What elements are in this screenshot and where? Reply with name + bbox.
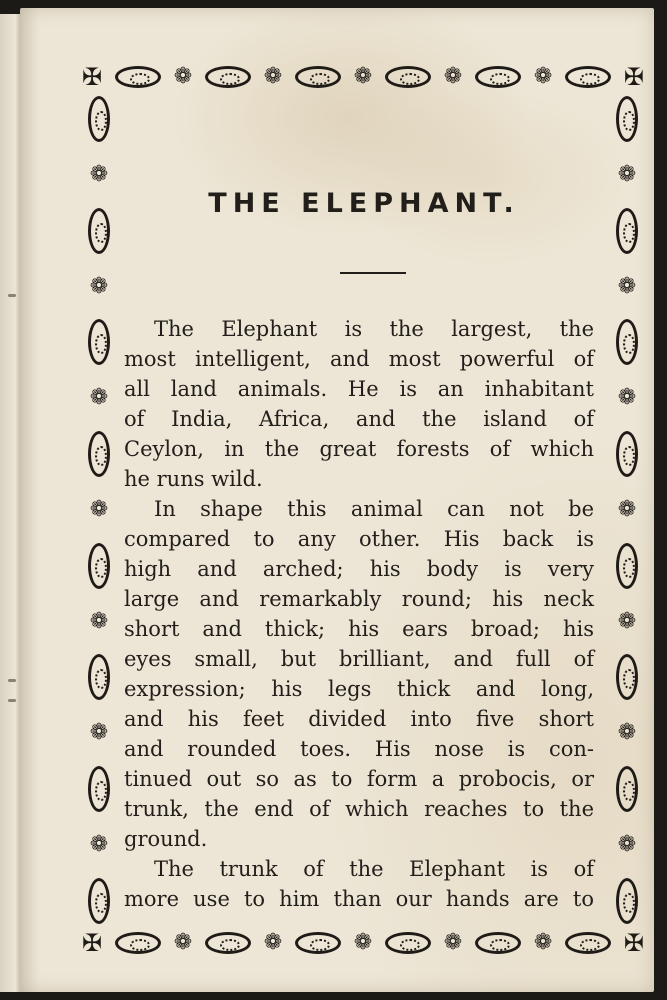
text-line: and his feet divided into five short — [124, 707, 594, 731]
text-line: The Elephant is the largest, the — [154, 317, 594, 341]
rosette-ornament-icon: ❁ — [89, 385, 109, 411]
text-line: large and remarkably round; his neck — [124, 587, 594, 611]
oval-ornament-icon — [616, 766, 638, 812]
border-top — [82, 60, 644, 94]
rosette-ornament-icon: ❁ — [533, 930, 553, 955]
rosette-ornament-icon: ❁ — [617, 720, 637, 746]
text-line: and rounded toes. His nose is con- — [124, 737, 594, 761]
corner-ornament-icon: ✠ — [623, 929, 644, 957]
oval-ornament-icon — [616, 96, 638, 142]
oval-ornament-icon — [616, 878, 638, 924]
corner-ornament-icon: ✠ — [82, 929, 103, 957]
oval-ornament-icon — [88, 878, 110, 924]
title-rule — [340, 272, 406, 274]
left-page-edge — [0, 14, 22, 992]
text-line: expression; his legs thick and long, — [124, 677, 594, 701]
rosette-ornament-icon: ❁ — [617, 161, 637, 187]
oval-ornament-icon — [88, 208, 110, 254]
oval-ornament-icon — [475, 66, 521, 88]
text-line: eyes small, but brilliant, and full of — [124, 647, 594, 671]
rosette-ornament-icon: ❁ — [353, 930, 373, 955]
stitch-mark — [8, 699, 16, 702]
body-text — [124, 314, 594, 914]
oval-ornament-icon — [616, 543, 638, 589]
rosette-ornament-icon: ❁ — [89, 496, 109, 522]
stitch-mark — [8, 679, 16, 682]
chapter-title: THE ELEPHANT. — [208, 188, 520, 219]
rosette-ornament-icon: ❁ — [263, 930, 283, 955]
oval-ornament-icon — [115, 66, 161, 88]
oval-ornament-icon — [616, 208, 638, 254]
oval-ornament-icon — [88, 319, 110, 365]
oval-ornament-icon — [385, 66, 431, 88]
oval-ornament-icon — [115, 932, 161, 954]
border-right — [610, 96, 644, 924]
stitch-mark — [8, 294, 16, 297]
oval-ornament-icon — [88, 654, 110, 700]
oval-ornament-icon — [205, 932, 251, 954]
corner-ornament-icon: ✠ — [623, 63, 644, 91]
text-line: high and arched; his body is very — [124, 557, 594, 581]
text-line: more use to him than our hands are to — [124, 887, 594, 911]
text-line: trunk, the end of which reaches to the — [124, 797, 594, 821]
book-page — [20, 8, 654, 992]
oval-ornament-icon — [565, 66, 611, 88]
rosette-ornament-icon: ❁ — [263, 64, 283, 89]
oval-ornament-icon — [616, 319, 638, 365]
text-line: all land animals. He is an inhabitant — [124, 377, 594, 401]
oval-ornament-icon — [295, 66, 341, 88]
text-line: In shape this animal can not be — [154, 497, 594, 521]
text-line: short and thick; his ears broad; his — [124, 617, 594, 641]
rosette-ornament-icon: ❁ — [617, 273, 637, 299]
text-line: tinued out so as to form a probocis, or — [124, 767, 594, 791]
rosette-ornament-icon: ❁ — [443, 64, 463, 89]
rosette-ornament-icon: ❁ — [443, 930, 463, 955]
rosette-ornament-icon: ❁ — [173, 930, 193, 955]
oval-ornament-icon — [88, 766, 110, 812]
oval-ornament-icon — [616, 654, 638, 700]
oval-ornament-icon — [88, 543, 110, 589]
rosette-ornament-icon: ❁ — [89, 161, 109, 187]
oval-ornament-icon — [565, 932, 611, 954]
text-line: ground. — [124, 827, 208, 851]
rosette-ornament-icon: ❁ — [533, 64, 553, 89]
corner-ornament-icon: ✠ — [82, 63, 103, 91]
text-line: compared to any other. His back is — [124, 527, 594, 551]
rosette-ornament-icon: ❁ — [89, 608, 109, 634]
text-line: Ceylon, in the great forests of which — [124, 437, 594, 461]
oval-ornament-icon — [88, 431, 110, 477]
rosette-ornament-icon: ❁ — [89, 720, 109, 746]
oval-ornament-icon — [385, 932, 431, 954]
oval-ornament-icon — [295, 932, 341, 954]
border-left — [82, 96, 116, 924]
oval-ornament-icon — [205, 66, 251, 88]
text-line: he runs wild. — [124, 467, 263, 491]
text-line: most intelligent, and most powerful of — [124, 347, 594, 371]
text-line: of India, Africa, and the island of — [124, 407, 594, 431]
text-line: The trunk of the Elephant is of — [154, 857, 594, 881]
oval-ornament-icon — [475, 932, 521, 954]
oval-ornament-icon — [88, 96, 110, 142]
oval-ornament-icon — [616, 431, 638, 477]
rosette-ornament-icon: ❁ — [617, 831, 637, 857]
rosette-ornament-icon: ❁ — [617, 608, 637, 634]
rosette-ornament-icon: ❁ — [617, 496, 637, 522]
border-bottom — [82, 926, 644, 960]
rosette-ornament-icon: ❁ — [353, 64, 373, 89]
rosette-ornament-icon: ❁ — [89, 831, 109, 857]
rosette-ornament-icon: ❁ — [173, 64, 193, 89]
rosette-ornament-icon: ❁ — [89, 273, 109, 299]
rosette-ornament-icon: ❁ — [617, 385, 637, 411]
